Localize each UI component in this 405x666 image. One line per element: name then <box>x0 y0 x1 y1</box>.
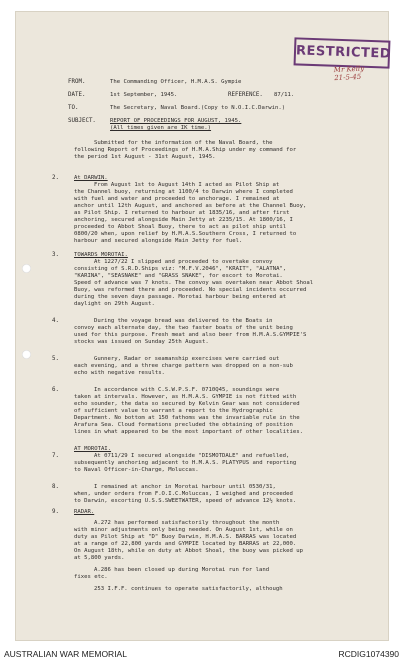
section-2-line: From August 1st to August 14th I acted as Pilot Ship at <box>94 182 280 188</box>
subject-note: (All times given are IK time.) <box>110 125 212 131</box>
section-6-line: Arafura Sea. Cloud formations precluded the obtaining of position <box>74 422 293 428</box>
section-9-line: fixes etc. <box>74 574 108 580</box>
section-3-line: "KARINA", "SEASNAKE" and "GRASS SNAKE", for escort to Morotai. <box>74 273 283 279</box>
section-7-line: subsequently anchoring adjacent to H.M.A.S. PLATYPUS and reporting <box>74 460 297 466</box>
section-3-line: daylight on 29th August. <box>74 301 155 307</box>
archive-reference: RCDIG1074390 <box>338 649 399 659</box>
section-3-line: during the seven days passage. Morotai harbour being entered at <box>74 294 287 300</box>
section-2-line: anchoring, secured alongside Main Jetty at 2235/15. At 1800/16, I <box>74 217 293 223</box>
section-9-line: at 5,800 yards. <box>74 555 125 561</box>
section-5-line: echo with negative results. <box>74 370 165 376</box>
document-page <box>16 12 392 640</box>
intro-line-3: the period 1st August - 31st August, 1945. <box>74 154 216 160</box>
section-8-number: 8. <box>52 484 59 490</box>
to-value: The Secretary, Naval Board.(Copy to N.O.I.C.Darwin.) <box>110 105 286 111</box>
section-4-line: used for this purpose. Fresh meat and also beer from H.M.A.S.GYMPIE'S <box>74 332 307 338</box>
section-2-heading: At DARWIN. <box>74 175 108 181</box>
section-2-line: anchor until 12th August, and anchored as before at the Channel Buoy, <box>74 203 307 209</box>
punch-hole-bottom <box>22 350 31 359</box>
section-7-line: At 0711/29 I secured alongside "DISMOTDALE" and refuelled, <box>94 453 290 459</box>
section-3-number: 3. <box>52 252 59 258</box>
section-7-heading: AT MOROTAI. <box>74 446 112 452</box>
section-6-line: Department. No bottom at 150 fathoms was the invariable rule in the <box>74 415 300 421</box>
section-4-line: stocks was issued on Sunday 25th August. <box>74 339 209 345</box>
section-9-line: 253 I.F.F. continues to operate satisfactorily, although <box>94 586 283 592</box>
section-2-line: 0800/20 when, upon relief by H.M.A.S.Southern Cross, I returned to <box>74 231 297 237</box>
intro-line-2: following Report of Proceedings of H.M.A.Ship under my command for <box>74 147 297 153</box>
section-9-line: with minor adjustments only being needed. On August 1st, while on <box>74 527 293 533</box>
section-9-number: 9. <box>52 509 59 515</box>
section-8-line: to Darwin, escorting U.S.S.SWEETWATER, speed of advance 12½ knots. <box>74 498 297 504</box>
section-6-line: echo sounder, the data so secured by Kelvin Gear was not considered <box>74 401 300 407</box>
section-2-number: 2. <box>52 175 59 181</box>
section-2-line: harbour and secured alongside Main Jetty for fuel. <box>74 238 243 244</box>
section-9-heading: RADAR. <box>74 509 95 515</box>
section-3-line: Buoy, was reformed there and proceeded. No special incidents occurred <box>74 287 307 293</box>
section-3-line: Speed of advance was 7 knots. The convoy was overtaken near Abbot Shoal <box>74 280 314 286</box>
section-6-line: lines in what appeared to be the most important of other localities. <box>74 429 304 435</box>
section-5-line: Gunnery, Radar or seamanship exercises were carried out <box>94 356 280 362</box>
reference-label: REFERENCE. <box>228 92 263 98</box>
section-6-number: 6. <box>52 387 59 393</box>
section-6-line: of sufficient value to warrant a report to the Hydrographic <box>74 408 273 414</box>
section-5-number: 5. <box>52 356 59 362</box>
section-8-line: when, under orders from F.O.I.C.Moluccas, I weighed and proceeded <box>74 491 293 497</box>
section-7-number: 7. <box>52 453 59 459</box>
section-9-line: A.272 has performed satisfactorily throughout the month <box>94 520 280 526</box>
section-2-line: with fuel and water and proceeded to anchorage. I remained at <box>74 196 280 202</box>
section-4-line: convoy each alternate day, the two faster boats of the unit being <box>74 325 293 331</box>
restricted-stamp: RESTRICTED <box>294 37 391 68</box>
punch-hole-top <box>22 264 31 273</box>
section-6-line: taken at intervals. However, as H.M.A.S. GYMPIE is not fitted with <box>74 394 297 400</box>
date-label: DATE. <box>68 92 86 98</box>
section-2-line: as Pilot Ship. I returned to harbour at 1835/16, and after first <box>74 210 290 216</box>
intro-line-1: Submitted for the information of the Naval Board, the <box>94 140 273 146</box>
section-3-line: consisting of S.R.D.Ships viz: "M.F.V.2046", "KRAIT", "ALATNA", <box>74 266 287 272</box>
section-2-line: the Channel buoy, returning at 1100/4 to Darwin where I completed <box>74 189 293 195</box>
from-value: The Commanding Officer, H.M.A.S. Gympie <box>110 79 242 85</box>
section-8-line: I remained at anchor in Morotai harbour until 0530/31, <box>94 484 276 490</box>
section-4-number: 4. <box>52 318 59 324</box>
section-9-line: A.286 has been closed up during Morotai run for land <box>94 567 270 573</box>
from-label: FROM. <box>68 79 86 85</box>
subject-label: SUBJECT. <box>68 118 96 124</box>
section-9-line: On August 18th, while on duty at Abbot Shoal, the buoy was picked up <box>74 548 304 554</box>
section-3-heading: TOWARDS MOROTAI. <box>74 252 128 258</box>
section-5-line: each evening, and a three charge pattern was dropped on a non-sub <box>74 363 293 369</box>
archive-footer <box>0 642 405 666</box>
date-value: 1st September, 1945. <box>110 92 178 98</box>
section-6-line: In accordance with C.S.W.P.S.F. 0710Q45, soundings were <box>94 387 280 393</box>
to-label: TO. <box>68 105 79 111</box>
handwritten-initials: Mr Kelly 21-5-45 <box>333 64 365 83</box>
section-3-line: At 1227/22 I slipped and proceeded to overtake convoy <box>94 259 273 265</box>
section-9-line: at a range of 22,800 yards and GYMPIE located by BARRAS at 22,000. <box>74 541 297 547</box>
section-9-line: duty as Pilot Ship at "D" Buoy Darwin, H.M.A.S. BARRAS was located <box>74 534 297 540</box>
section-4-line: During the voyage bread was delivered to the Boats in <box>94 318 273 324</box>
section-7-line: to Naval Officer-in-Charge, Moluccas. <box>74 467 199 473</box>
archive-name: AUSTRALIAN WAR MEMORIAL <box>4 649 127 659</box>
reference-value: 87/11. <box>274 92 295 98</box>
section-2-line: proceeded to Abbot Shoal Buoy, there to act as pilot ship until <box>74 224 287 230</box>
subject-title: REPORT OF PROCEEDINGS FOR AUGUST, 1945. <box>110 118 242 124</box>
